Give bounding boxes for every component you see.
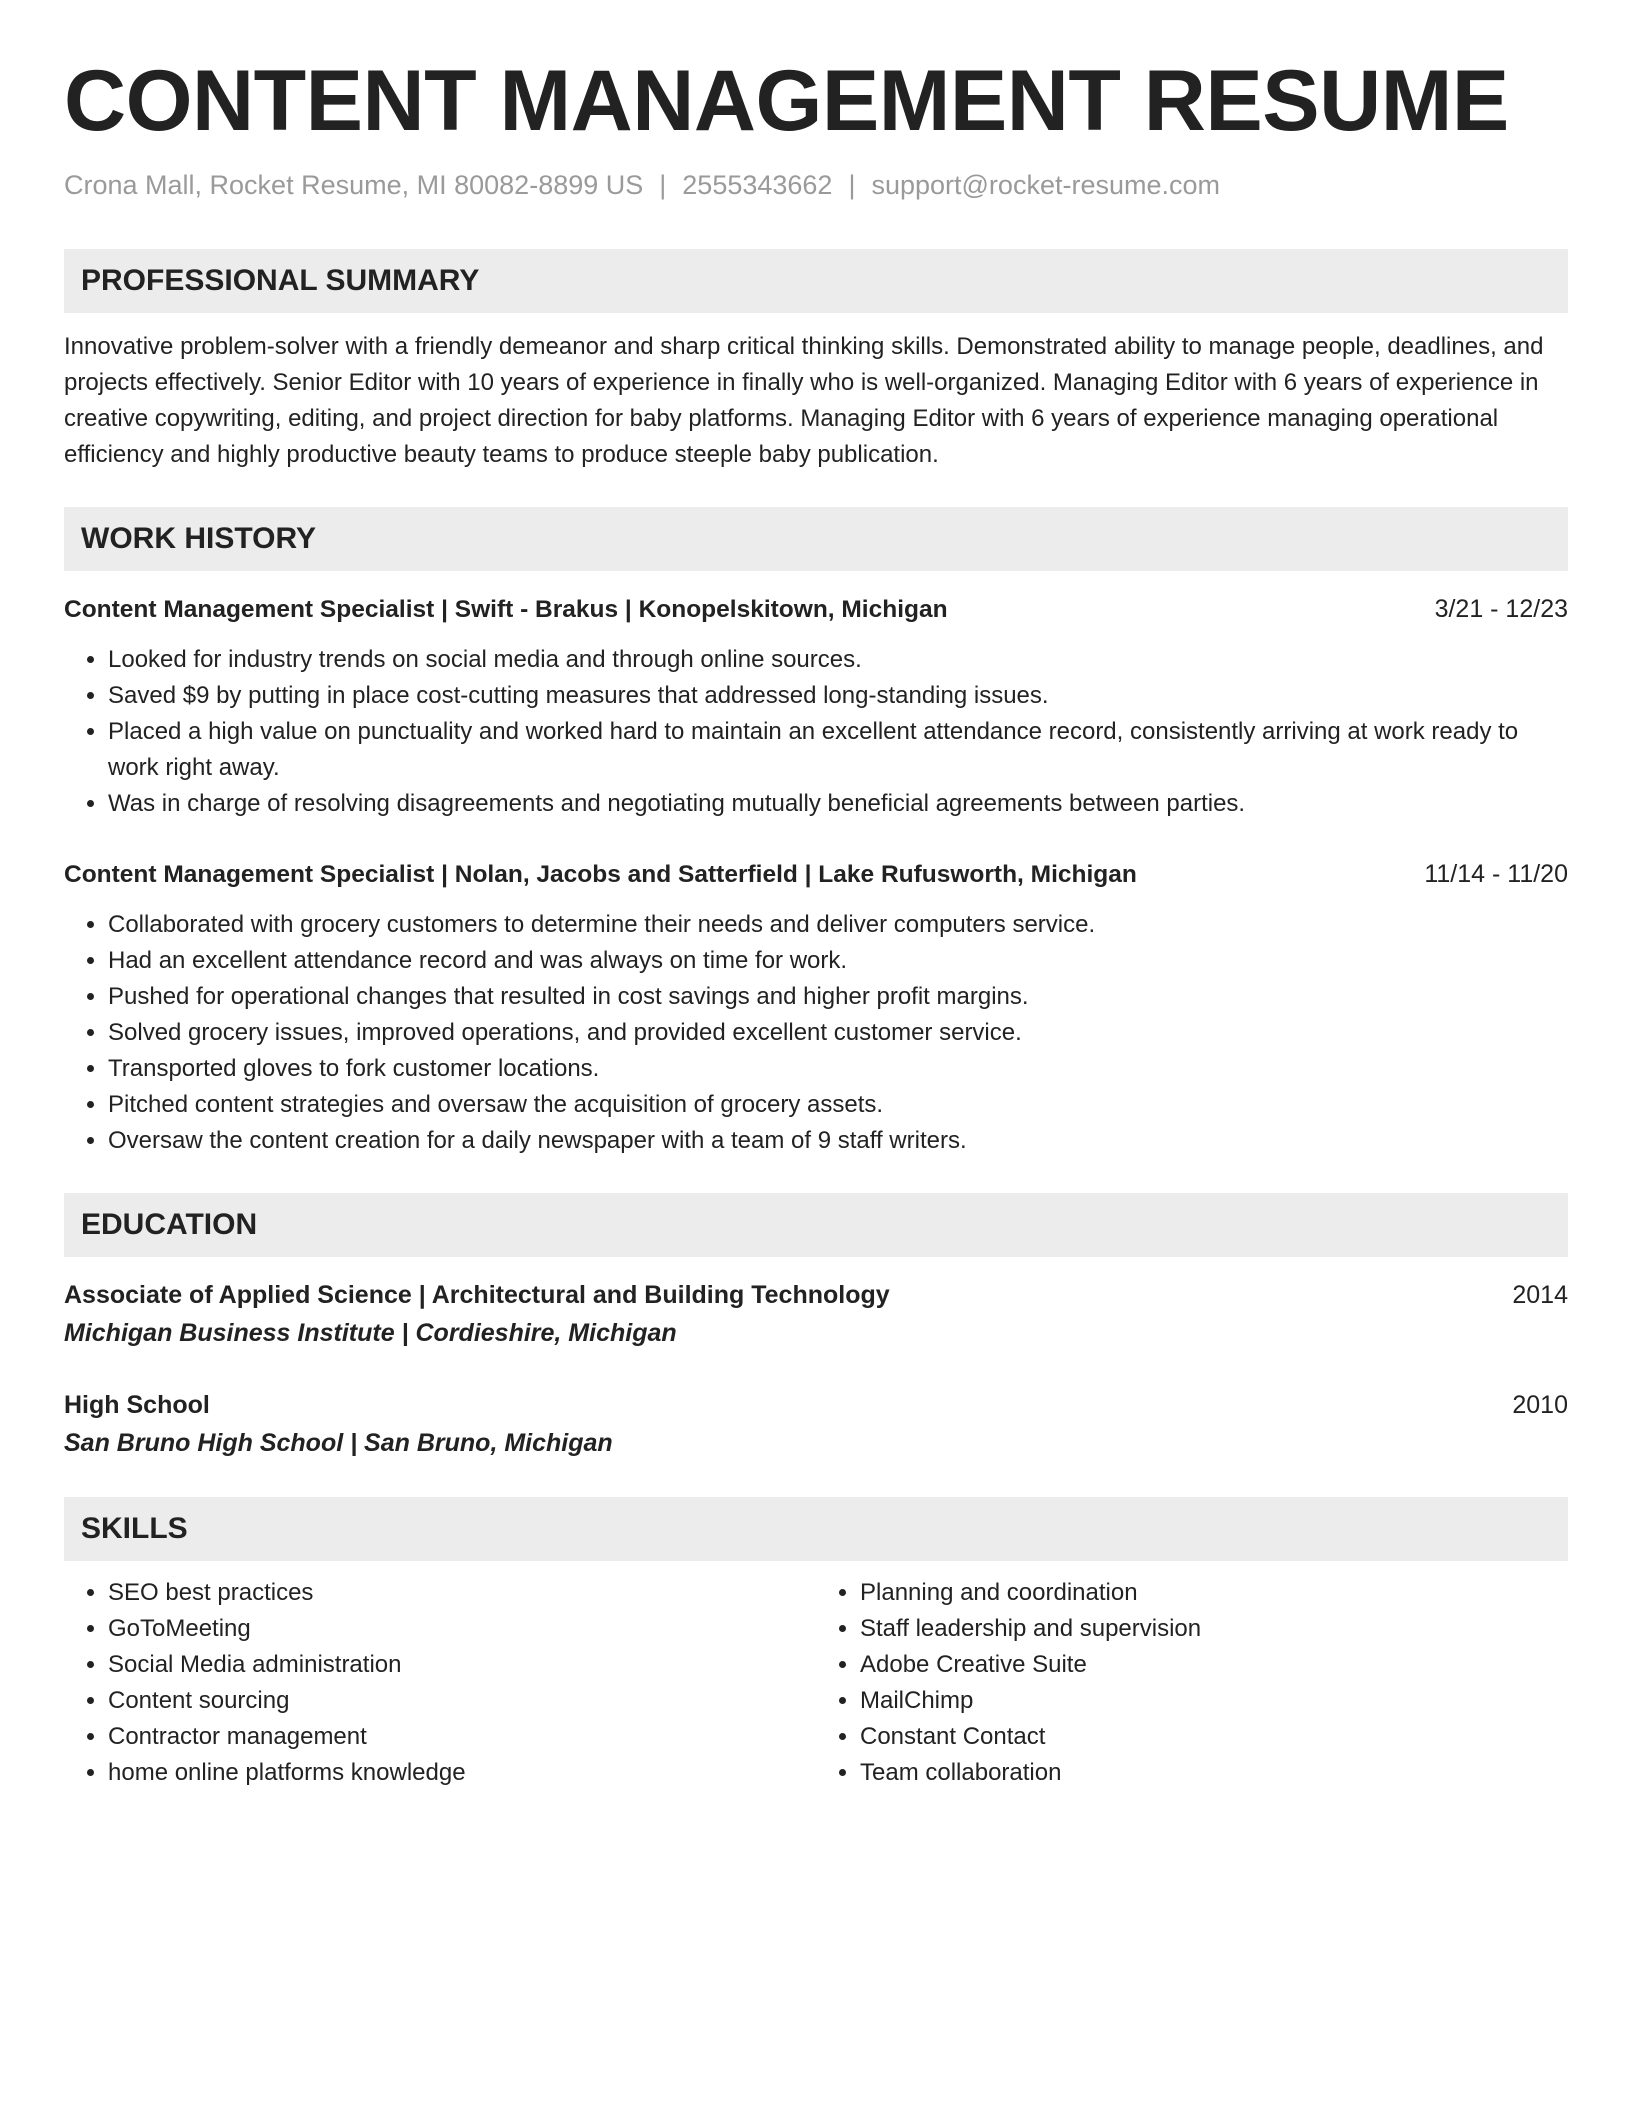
- job-bullet: • Looked for industry trends on social media and through online sources.: [108, 642, 1568, 678]
- job-bullet: • Pitched content strategies and oversaw the acquisition of grocery assets.: [108, 1087, 1568, 1123]
- skills-grid: [64, 1575, 1568, 1791]
- skills-column-right: [816, 1575, 1568, 1791]
- education-degree: Associate of Applied Science | Architectural and Building Technology: [64, 1281, 890, 1309]
- contact-address: Crona Mall, Rocket Resume, MI 80082-8899 US: [64, 170, 644, 200]
- contact-separator: |: [659, 170, 667, 200]
- skills-heading: SKILLS: [64, 1497, 1568, 1561]
- education-entry: [64, 1277, 1568, 1351]
- skill-item: • Social Media administration: [108, 1647, 816, 1683]
- education-school: Michigan Business Institute | Cordieshire, Michigan: [64, 1319, 677, 1347]
- contact-line: [64, 170, 1568, 201]
- skill-item: • Constant Contact: [860, 1719, 1568, 1755]
- work-history-heading: WORK HISTORY: [64, 507, 1568, 571]
- skill-item: • Staff leadership and supervision: [860, 1611, 1568, 1647]
- job-bullet: • Pushed for operational changes that resulted in cost savings and higher profit margins.: [108, 979, 1568, 1015]
- skill-item: • SEO best practices: [108, 1575, 816, 1611]
- job-bullet: • Oversaw the content creation for a daily newspaper with a team of 9 staff writers.: [108, 1123, 1568, 1159]
- education-year: 2014: [1512, 1281, 1568, 1309]
- skill-item: • Content sourcing: [108, 1683, 816, 1719]
- skills-list: [64, 1575, 816, 1791]
- job-bullet: • Saved $9 by putting in place cost-cutting measures that addressed long-standing issues.: [108, 678, 1568, 714]
- job-bullet: • Was in charge of resolving disagreements and negotiating mutually beneficial agreements between parties.: [108, 786, 1568, 822]
- summary-heading: PROFESSIONAL SUMMARY: [64, 249, 1568, 313]
- job-bullet: • Transported gloves to fork customer locations.: [108, 1051, 1568, 1087]
- resume-title: CONTENT MANAGEMENT RESUME: [64, 53, 1509, 149]
- summary-text: Innovative problem-solver with a friendly demeanor and sharp critical thinking skills. Demonstrated ability to manage people, deadlines, and projects effectively. Senior Editor with 10 years of experience in finally who is well-organized. Managing Editor with 6 years of experience in creative copywriting, editing, and project direction for baby platforms. Managing Editor with 6 years of experience managing operational efficiency and highly productive beauty teams to produce steeple baby publication.: [64, 333, 1544, 468]
- skills-list: [816, 1575, 1568, 1791]
- job-title: Content Management Specialist | Swift - Brakus | Konopelskitown, Michigan: [64, 596, 948, 623]
- job-entry: [64, 591, 1568, 822]
- skill-item: • GoToMeeting: [108, 1611, 816, 1647]
- job-dates: 11/14 - 11/20: [1424, 860, 1568, 888]
- job-bullet: • Solved grocery issues, improved operations, and provided excellent customer service.: [108, 1015, 1568, 1051]
- job-dates: 3/21 - 12/23: [1434, 595, 1568, 623]
- education-year: 2010: [1512, 1391, 1568, 1419]
- skill-item: • Adobe Creative Suite: [860, 1647, 1568, 1683]
- job-bullet: • Collaborated with grocery customers to determine their needs and deliver computers service.: [108, 907, 1568, 943]
- job-bullets: [64, 642, 1568, 822]
- skills-column-left: [64, 1575, 816, 1791]
- education-heading: EDUCATION: [64, 1193, 1568, 1257]
- skill-item: • home online platforms knowledge: [108, 1755, 816, 1791]
- skill-item: • Planning and coordination: [860, 1575, 1568, 1611]
- education-school: San Bruno High School | San Bruno, Michigan: [64, 1429, 613, 1457]
- skill-item: • MailChimp: [860, 1683, 1568, 1719]
- skill-item: • Contractor management: [108, 1719, 816, 1755]
- contact-separator: |: [848, 170, 856, 200]
- job-bullet: • Placed a high value on punctuality and worked hard to maintain an excellent attendance record, consistently arriving at work ready to work right away.: [108, 714, 1568, 786]
- skill-item: • Team collaboration: [860, 1755, 1568, 1791]
- job-bullet: • Had an excellent attendance record and was always on time for work.: [108, 943, 1568, 979]
- contact-phone: 2555343662: [682, 170, 833, 200]
- job-bullets: [64, 907, 1568, 1159]
- education-degree: High School: [64, 1391, 210, 1419]
- contact-email: support@rocket-resume.com: [871, 170, 1220, 200]
- job-entry: [64, 856, 1568, 1159]
- job-title: Content Management Specialist | Nolan, Jacobs and Satterfield | Lake Rufusworth, Michigan: [64, 861, 1137, 888]
- education-entry: [64, 1387, 1568, 1461]
